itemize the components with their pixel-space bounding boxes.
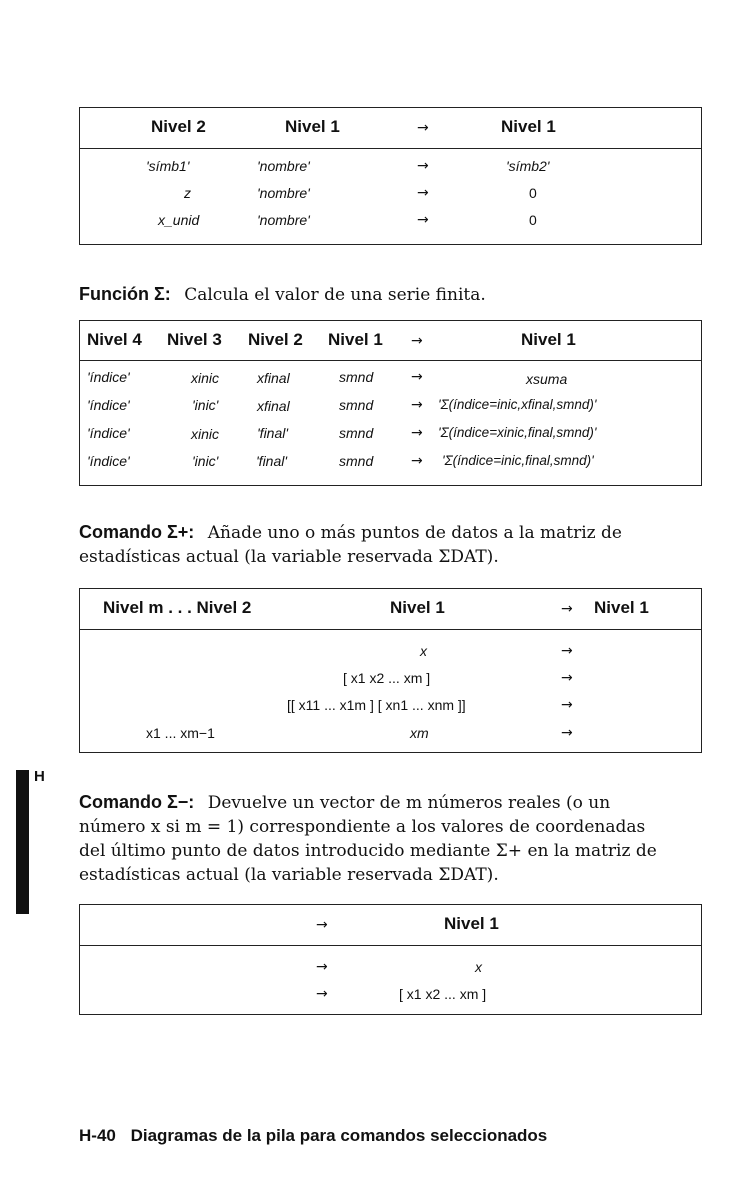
table-cell: 'Σ(índice=inic,xfinal,smnd)': [438, 397, 597, 412]
arrow-icon: →: [411, 397, 423, 413]
table-cell: xsuma: [526, 371, 568, 387]
section-tab-label: H: [34, 768, 45, 785]
arrow-icon: →: [411, 369, 423, 385]
table-header: [80, 108, 701, 149]
header-arrow: →: [316, 917, 328, 933]
arrow-icon: →: [411, 453, 423, 469]
header-nivel-2: Nivel 2: [151, 117, 206, 136]
arrow-icon: →: [561, 697, 573, 713]
section-tab-bar: [16, 770, 29, 914]
table-cell: [ x1 x2 ... xm ]: [343, 670, 431, 686]
table-cell: 'índice': [87, 453, 130, 469]
table-cell: x: [420, 643, 427, 659]
table-header: [80, 321, 701, 361]
header-nivel-3: Nivel 3: [167, 330, 222, 349]
table-header: [80, 589, 701, 630]
comando-sigma-plus-text-line-1: Añade uno o más puntos de datos a la matriz de: [207, 523, 622, 543]
table-cell: smnd: [339, 397, 374, 413]
table-cell: 'nombre': [257, 185, 310, 201]
header-nivel-1-result: Nivel 1: [501, 117, 556, 136]
arrow-icon: →: [417, 158, 429, 174]
page-number: H-40: [79, 1126, 116, 1145]
arrow-icon: →: [316, 959, 328, 975]
arrow-icon: →: [561, 670, 573, 686]
comando-sigma-plus-heading: Comando Σ+:: [79, 522, 195, 542]
table-cell: [ x1 x2 ... xm ]: [399, 986, 487, 1002]
arrow-icon: →: [561, 725, 573, 741]
table-cell: smnd: [339, 453, 374, 469]
table-cell: [[ x11 ... x1m ] [ xn1 ... xnm ]]: [287, 697, 466, 713]
table-cell: x: [475, 959, 482, 975]
table-cell: x_unid: [158, 212, 200, 228]
header-nivel-4: Nivel 4: [87, 330, 142, 349]
header-nivel-1: Nivel 1: [444, 914, 499, 933]
funcion-sigma-description: [79, 282, 709, 307]
arrow-icon: →: [417, 212, 429, 228]
table-cell: 'inic': [192, 453, 219, 469]
table-cell: 'Σ(índice=inic,final,smnd)': [442, 453, 594, 468]
arrow-icon: →: [316, 986, 328, 1002]
footer-title: Diagramas de la pila para comandos seleccionados: [130, 1126, 548, 1145]
comando-sigma-minus-text-line-1: Devuelve un vector de m números reales (o un: [207, 793, 611, 813]
table-cell: xm: [410, 725, 429, 741]
table-cell: x1 ... xm−1: [146, 725, 215, 741]
arrow-icon: →: [561, 643, 573, 659]
comando-sigma-plus-description: [79, 520, 709, 569]
header-nivel-1-result: Nivel 1: [521, 330, 576, 349]
table-cell: 'Σ(índice=xinic,final,smnd)': [438, 425, 597, 440]
table-cell: xfinal: [257, 398, 290, 414]
table-simb-nombre: [79, 107, 702, 245]
table-cell: 'final': [256, 453, 288, 469]
table-cell: 'nombre': [257, 212, 310, 228]
comando-sigma-minus-text-line-4: estadísticas actual (la variable reservada ΣDAT).: [79, 865, 499, 885]
arrow-icon: →: [417, 185, 429, 201]
table-cell: 'símb1': [146, 158, 190, 174]
header-arrow: →: [411, 333, 423, 349]
header-nivel-1: Nivel 1: [285, 117, 340, 136]
comando-sigma-plus-text-line-2: estadísticas actual (la variable reservada ΣDAT).: [79, 547, 499, 567]
table-cell: 'índice': [87, 425, 130, 441]
comando-sigma-minus-text-line-2: número x si m = 1) correspondiente a los valores de coordenadas: [79, 817, 646, 837]
table-cell: 0: [529, 185, 537, 201]
table-cell: xfinal: [257, 370, 290, 386]
header-arrow: →: [417, 120, 429, 136]
comando-sigma-minus-text-line-3: del último punto de datos introducido mediante Σ+ en la matriz de: [79, 841, 657, 861]
table-cell: 'final': [257, 425, 289, 441]
header-nivel-1: Nivel 1: [328, 330, 383, 349]
header-nivel-1-result: Nivel 1: [594, 598, 649, 617]
table-cell: z: [184, 185, 191, 201]
table-sigma-minus: [79, 904, 702, 1015]
page-footer: [79, 1126, 547, 1146]
table-cell: xinic: [191, 370, 220, 386]
header-nivel-m-nivel-2: Nivel m . . . Nivel 2: [103, 598, 252, 617]
table-cell: 'símb2': [506, 158, 550, 174]
table-cell: 'inic': [192, 397, 219, 413]
funcion-sigma-text: Calcula el valor de una serie finita.: [184, 285, 486, 305]
table-sigma-plus: [79, 588, 702, 753]
comando-sigma-minus-heading: Comando Σ−:: [79, 792, 195, 812]
header-nivel-2: Nivel 2: [248, 330, 303, 349]
table-cell: 'índice': [87, 369, 130, 385]
table-cell: 'índice': [87, 397, 130, 413]
header-nivel-1: Nivel 1: [390, 598, 445, 617]
funcion-sigma-heading: Función Σ:: [79, 284, 171, 304]
header-arrow: →: [561, 601, 573, 617]
table-cell: xinic: [191, 426, 220, 442]
comando-sigma-minus-description: [79, 790, 709, 887]
table-cell: smnd: [339, 425, 374, 441]
arrow-icon: →: [411, 425, 423, 441]
table-cell: 'nombre': [257, 158, 310, 174]
table-header: [80, 905, 701, 946]
table-sigma-function: [79, 320, 702, 486]
table-cell: 0: [529, 212, 537, 228]
table-cell: smnd: [339, 369, 374, 385]
